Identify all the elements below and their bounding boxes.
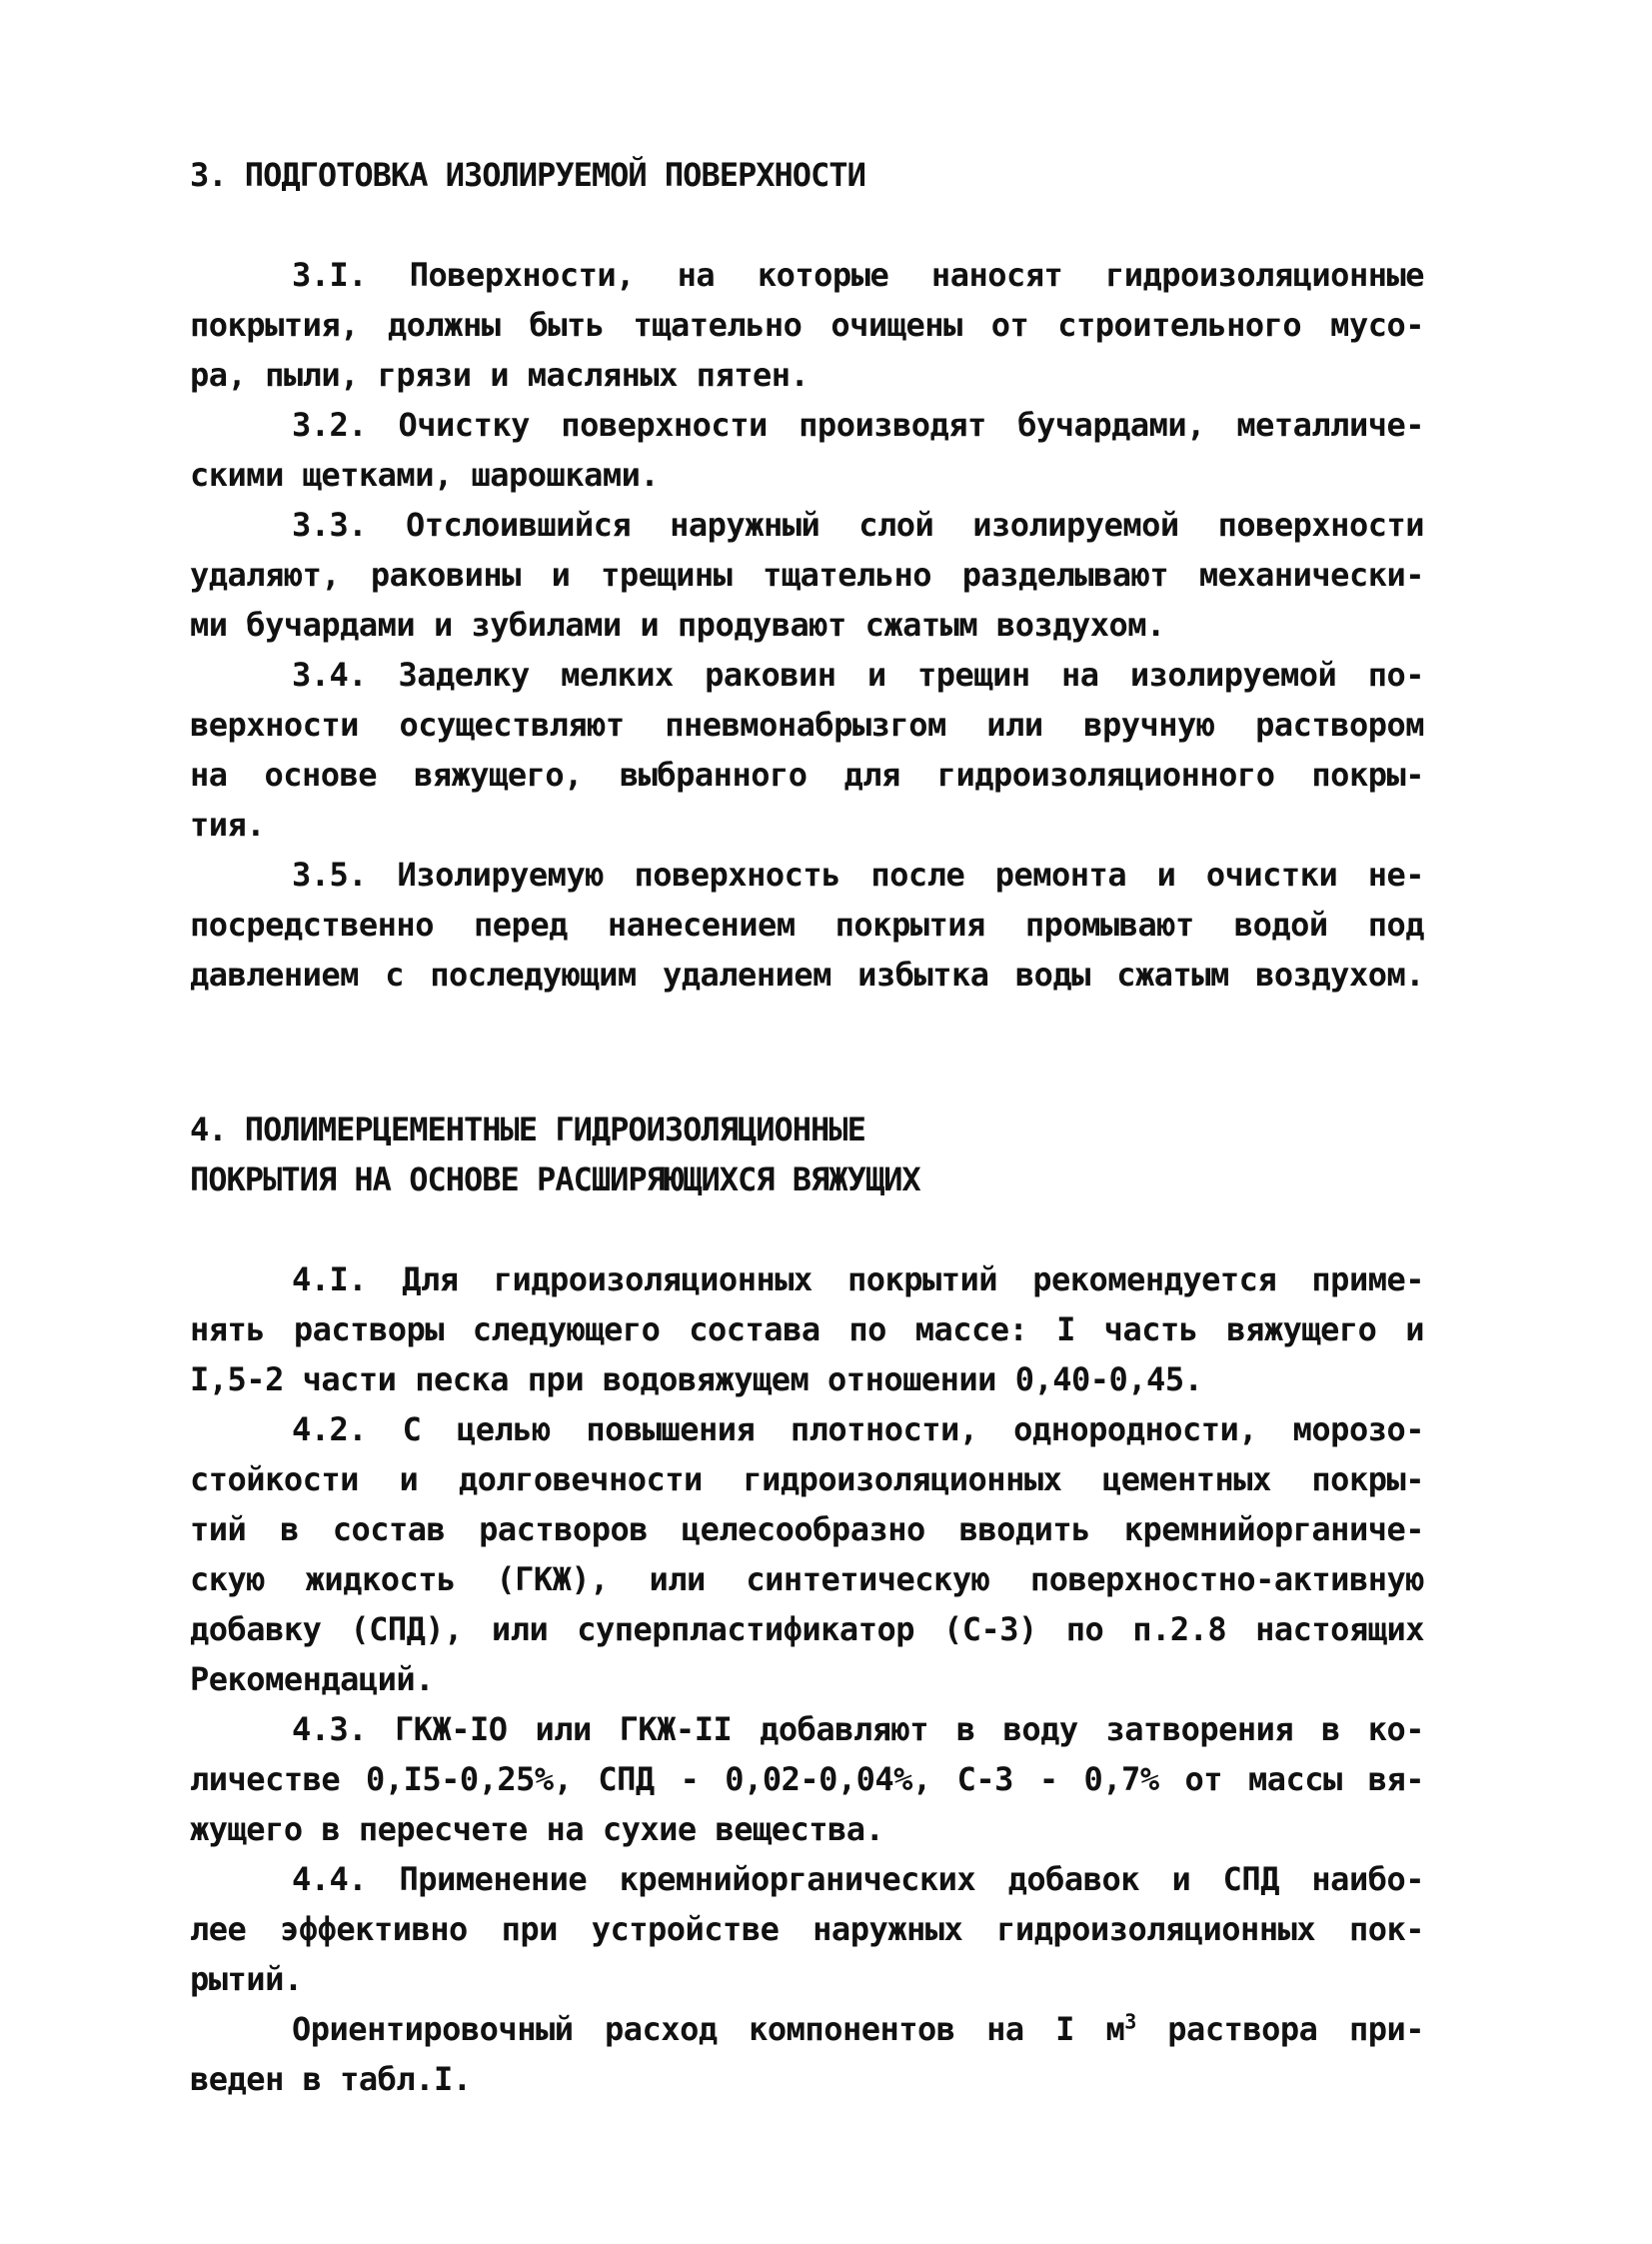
- paragraph-4-1-line-2: нять растворы следующего состава по массе: I часть вяжущего и: [190, 1310, 1424, 1348]
- paragraph-3-3-line-1: 3.3. Отслоившийся наружный слой изолируемой поверхности: [292, 506, 1424, 544]
- paragraph-3-4-line-1: 3.4. Заделку мелких раковин и трещин на изолируемой по-: [292, 656, 1424, 694]
- paragraph-4-4-line-2: лее эффективно при устройстве наружных гидроизоляционных пок-: [190, 1910, 1424, 1948]
- paragraph-4-4-line-3: рытий.: [190, 1960, 303, 1998]
- paragraph-4-2-line-2: стойкости и долговечности гидроизоляционных цементных покры-: [190, 1460, 1424, 1498]
- paragraph-4-4-line-1: 4.4. Применение кремнийорганических добавок и СПД наибо-: [292, 1860, 1424, 1898]
- section-4-heading-line-1: 4. ПОЛИМЕРЦЕМЕНТНЫЕ ГИДРОИЗОЛЯЦИОННЫЕ: [190, 1111, 865, 1148]
- paragraph-4-2-line-1: 4.2. С целью повышения плотности, однородности, морозо-: [292, 1410, 1424, 1448]
- paragraph-3-4-line-3: на основе вяжущего, выбранного для гидроизоляционного покры-: [190, 756, 1424, 794]
- paragraph-4-2-line-4: скую жидкость (ГКЖ), или синтетическую поверхностно-активную: [190, 1560, 1424, 1598]
- paragraph-4-2-line-6: Рекомендаций.: [190, 1660, 434, 1698]
- paragraph-4-1-line-3: I,5-2 части песка при водовяжущем отношении 0,40-0,45.: [190, 1360, 1203, 1398]
- final-paragraph-line-2: веден в табл.I.: [190, 2060, 472, 2098]
- paragraph-4-3-line-1: 4.3. ГКЖ-IO или ГКЖ-II добавляют в воду затворения в ко-: [292, 1710, 1424, 1748]
- final-line-1-start: Ориентировочный расход компонентов на I м: [292, 2010, 1125, 2048]
- paragraph-3-5-line-2: посредственно перед нанесением покрытия промывают водой под: [190, 906, 1424, 944]
- paragraph-3-1-line-1: 3.I. Поверхности, на которые наносят гидроизоляционные: [292, 256, 1424, 294]
- paragraph-3-3-line-2: удаляют, раковины и трещины тщательно разделывают механически-: [190, 556, 1424, 594]
- paragraph-3-5-line-3: давлением с последующим удалением избытка воды сжатым воздухом.: [190, 956, 1424, 994]
- paragraph-3-2-line-2: скими щетками, шарошками.: [190, 456, 660, 494]
- paragraph-4-2-line-3: тий в состав растворов целесообразно вводить кремнийорганиче-: [190, 1510, 1424, 1548]
- paragraph-3-4-line-4: тия.: [190, 806, 266, 844]
- cubic-superscript: 3: [1124, 2009, 1136, 2034]
- section-3-heading: 3. ПОДГОТОВКА ИЗОЛИРУЕМОЙ ПОВЕРХНОСТИ: [190, 156, 865, 194]
- final-paragraph-line-1: [292, 2004, 1424, 2054]
- final-line-1-end: раствора при-: [1135, 2010, 1424, 2048]
- paragraph-3-5-line-1: 3.5. Изолируемую поверхность после ремонта и очистки не-: [292, 856, 1424, 894]
- paragraph-4-3-line-2: личестве 0,I5-0,25%, СПД - 0,02-0,04%, С-3 - 0,7% от массы вя-: [190, 1760, 1424, 1798]
- paragraph-3-1-line-2: покрытия, должны быть тщательно очищены от строительного мусо-: [190, 306, 1424, 344]
- paragraph-3-1-line-3: ра, пыли, грязи и масляных пятен.: [190, 356, 810, 394]
- paragraph-3-3-line-3: ми бучардами и зубилами и продувают сжатым воздухом.: [190, 606, 1165, 644]
- paragraph-3-2-line-1: 3.2. Очистку поверхности производят бучардами, металличе-: [292, 406, 1424, 444]
- paragraph-4-2-line-5: добавку (СПД), или суперпластификатор (С-3) по п.2.8 настоящих: [190, 1610, 1424, 1648]
- paragraph-3-4-line-2: верхности осуществляют пневмонабрызгом или вручную раствором: [190, 706, 1424, 744]
- section-4-heading-line-2: ПОКРЫТИЯ НА ОСНОВЕ РАСШИРЯЮЩИХСЯ ВЯЖУЩИХ: [190, 1160, 920, 1198]
- paragraph-4-3-line-3: жущего в пересчете на сухие вещества.: [190, 1810, 884, 1848]
- paragraph-4-1-line-1: 4.I. Для гидроизоляционных покрытий рекомендуется приме-: [292, 1260, 1424, 1298]
